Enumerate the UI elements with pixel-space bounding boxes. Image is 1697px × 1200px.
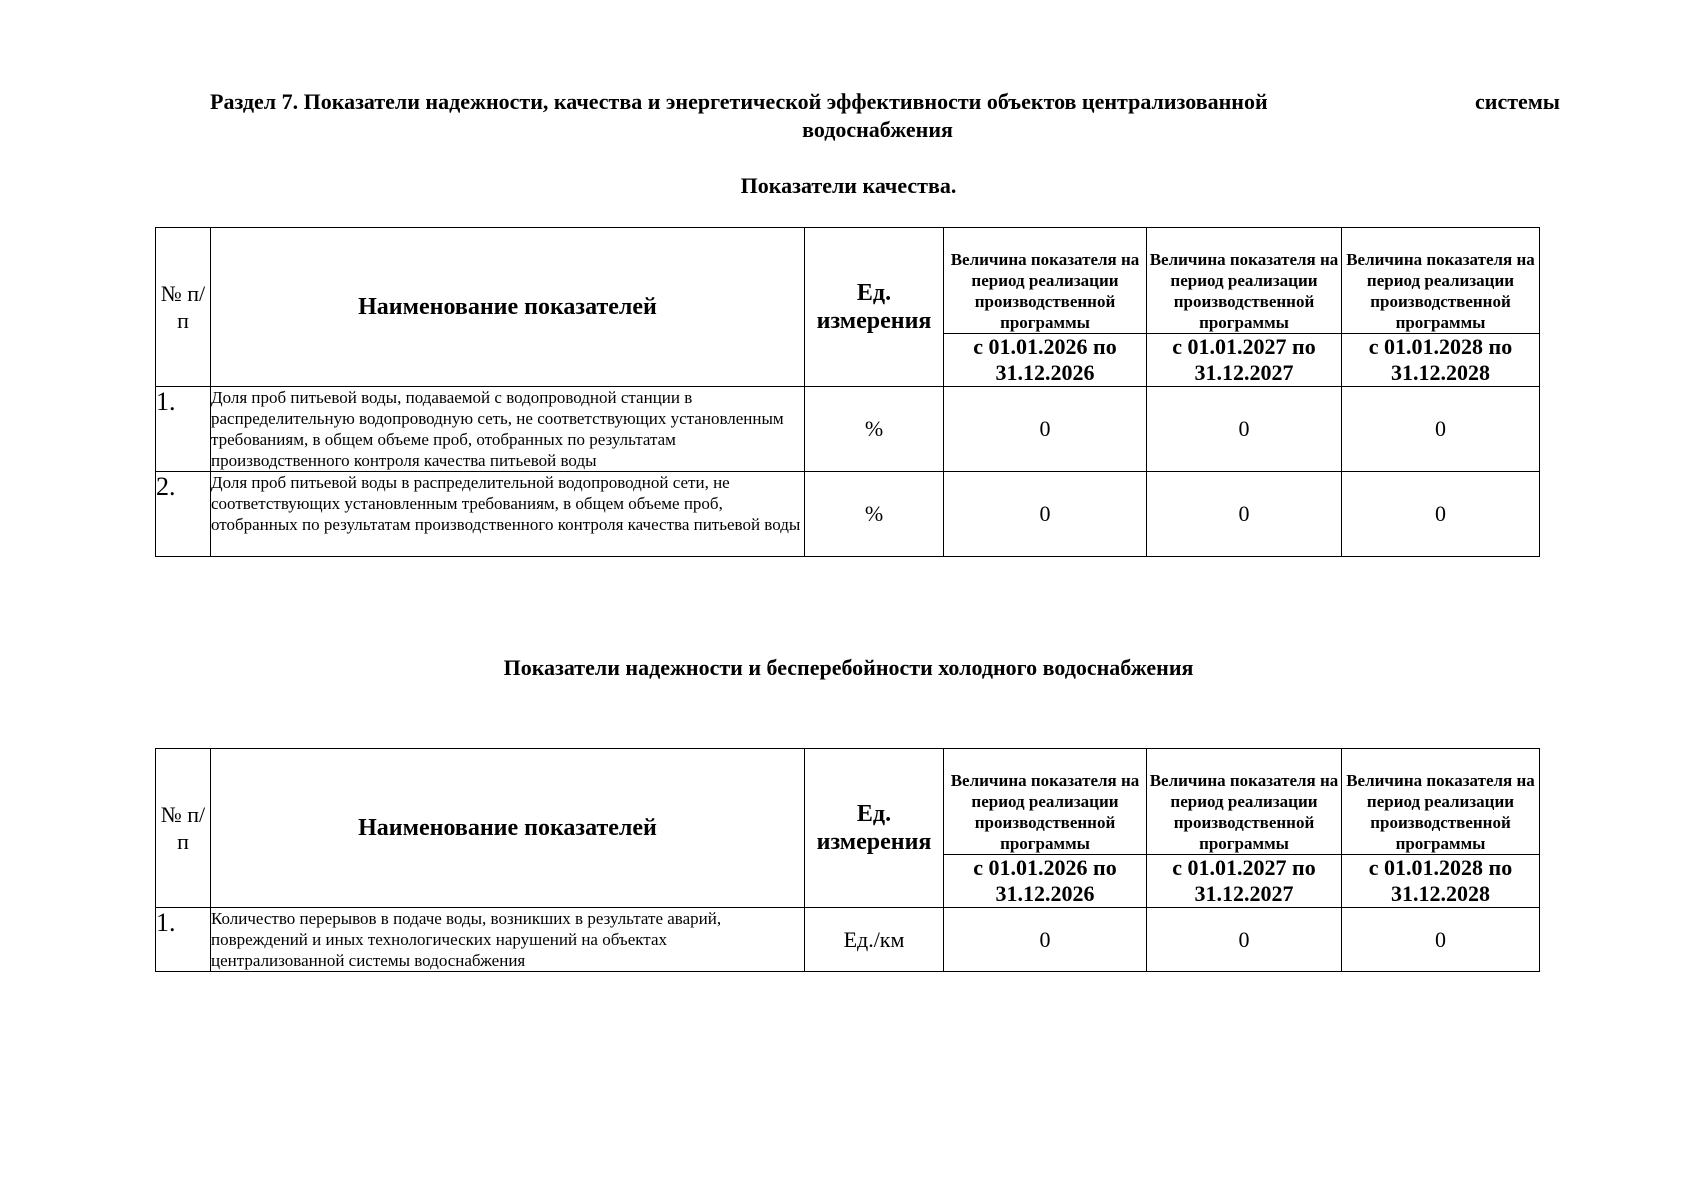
row-value: 0 [944, 908, 1147, 972]
row-value: 0 [944, 472, 1147, 557]
row-num: 1. [156, 387, 211, 472]
header-date: с 01.01.2027 по 31.12.2027 [1147, 855, 1342, 908]
section-title-line2: водоснабжения [802, 117, 953, 142]
row-name: Доля проб питьевой воды, подаваемой с водопроводной станции в распределительную водопроводную сеть, не соответствующих установленным требованиям, в общем объеме проб, отобранных по результатам производственного контроля качества питьевой воды [211, 387, 805, 472]
row-value: 0 [1342, 472, 1540, 557]
row-unit: % [805, 472, 944, 557]
header-date: с 01.01.2028 по 31.12.2028 [1342, 334, 1540, 387]
row-unit: Ед./км [805, 908, 944, 972]
row-value: 0 [944, 387, 1147, 472]
row-value: 0 [1147, 908, 1342, 972]
section-title-part1: Раздел 7. Показатели надежности, качества и энергетической эффективности объектов централизованной [210, 89, 1268, 114]
header-num: № п/п [156, 228, 211, 387]
header-date: с 01.01.2027 по 31.12.2027 [1147, 334, 1342, 387]
quality-table [155, 227, 1540, 557]
header-unit: Ед. измерения [805, 749, 944, 908]
row-value: 0 [1147, 472, 1342, 557]
header-name: Наименование показателей [211, 749, 805, 908]
header-period: Величина показателя на период реализации производственной программы [944, 749, 1147, 855]
header-period: Величина показателя на период реализации производственной программы [1147, 749, 1342, 855]
header-period: Величина показателя на период реализации производственной программы [944, 228, 1147, 334]
row-value: 0 [1147, 387, 1342, 472]
row-value: 0 [1342, 908, 1540, 972]
header-date: с 01.01.2028 по 31.12.2028 [1342, 855, 1540, 908]
row-name: Доля проб питьевой воды в распределительной водопроводной сети, не соответствующих установленным требованиям, в общем объеме проб, отобранных по результатам производственного контроля качества питьевой воды [211, 472, 805, 557]
table-row [156, 472, 1540, 557]
quality-subtitle: Показатели качества. [740, 173, 957, 198]
row-name: Количество перерывов в подаче воды, возникших в результате аварий, повреждений и иных технологических нарушений на объектах централизованной системы водоснабжения [211, 908, 805, 972]
header-date: с 01.01.2026 по 31.12.2026 [944, 855, 1147, 908]
row-num: 1. [156, 908, 211, 972]
row-num: 2. [156, 472, 211, 557]
reliability-table [155, 748, 1540, 972]
table-row [156, 387, 1540, 472]
section-title-part2: системы [1475, 89, 1560, 114]
row-value: 0 [1342, 387, 1540, 472]
header-period: Величина показателя на период реализации производственной программы [1342, 228, 1540, 334]
row-unit: % [805, 387, 944, 472]
reliability-subtitle: Показатели надежности и бесперебойности холодного водоснабжения [503, 655, 1194, 680]
table-row [156, 908, 1540, 972]
section-title [210, 88, 1560, 144]
header-period: Величина показателя на период реализации производственной программы [1147, 228, 1342, 334]
header-date: с 01.01.2026 по 31.12.2026 [944, 334, 1147, 387]
header-num: № п/п [156, 749, 211, 908]
header-period: Величина показателя на период реализации производственной программы [1342, 749, 1540, 855]
header-unit: Ед. измерения [805, 228, 944, 387]
header-name: Наименование показателей [211, 228, 805, 387]
